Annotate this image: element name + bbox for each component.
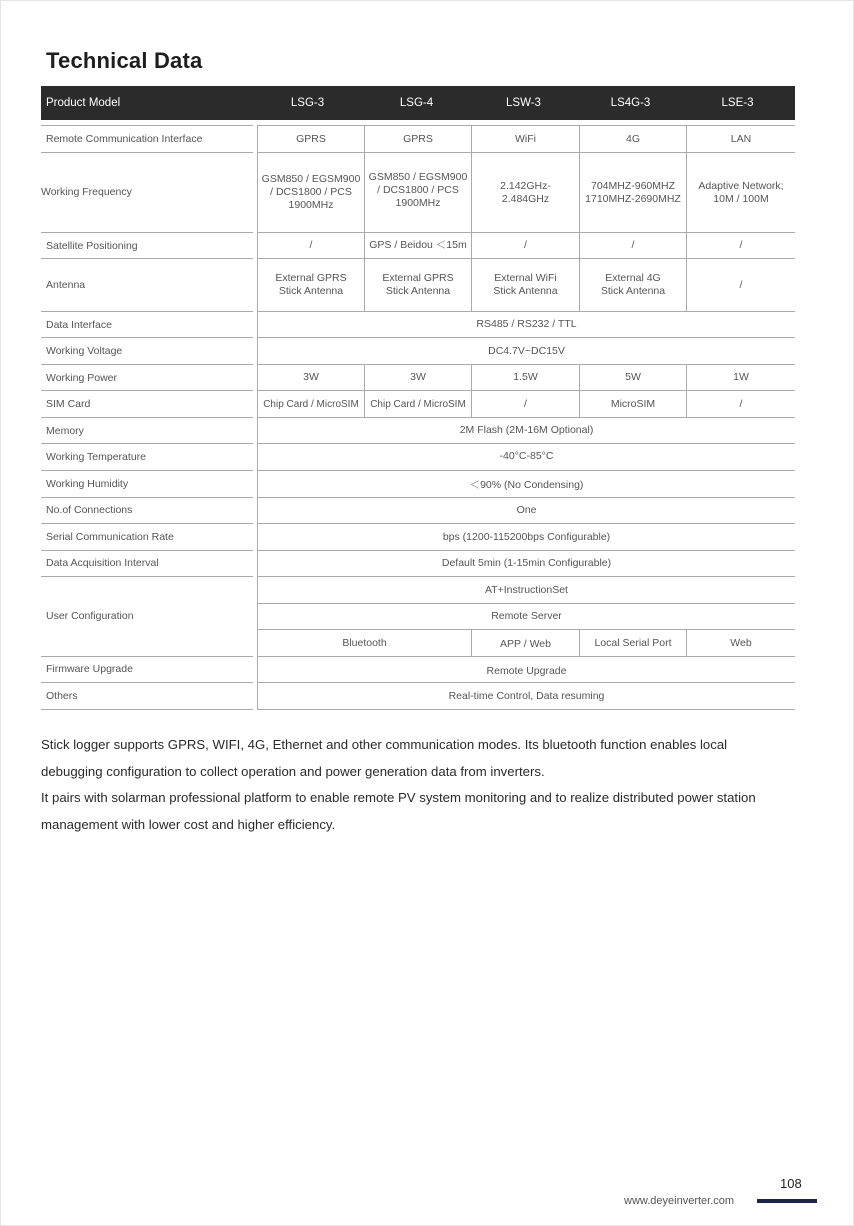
- cell-frequency-ls4g3: [580, 153, 686, 232]
- row-label-acquisition: Data Acquisition Interval: [46, 557, 159, 569]
- cell-remote-lsg3: GPRS: [296, 132, 326, 145]
- cell-antenna-ls4g3: [580, 259, 686, 311]
- row-label-sim: SIM Card: [46, 398, 91, 410]
- cell-antenna-lsg3: [258, 259, 364, 311]
- cell-remote-ls4g3: 4G: [625, 132, 640, 145]
- cell-frequency-lse3-line: Adaptive Network;: [698, 179, 784, 192]
- cell-frequency-lsw3-line: 2.484GHz: [501, 192, 550, 205]
- cell-voltage: DC4.7V~DC15V: [488, 344, 565, 357]
- row-label-power: Working Power: [46, 372, 117, 384]
- row-label-antenna: Antenna: [46, 279, 86, 291]
- cell-remote-lsw3: WiFi: [515, 132, 536, 145]
- cell-user-config-bluetooth: Bluetooth: [342, 636, 387, 649]
- cell-satellite-lsw3: /: [524, 239, 527, 251]
- cell-frequency-lse3: [687, 153, 795, 232]
- cell-sim-lsg4: Chip Card / MicroSIM: [370, 398, 466, 410]
- cell-satellite-lsg3: /: [309, 239, 313, 251]
- cell-frequency-lsg3: [258, 153, 364, 232]
- description-line: Stick logger supports GPRS, WIFI, 4G, Ethernet and other communication modes. Its bluetooth function enables local: [41, 737, 728, 752]
- cell-user-config-server: Remote Server: [491, 610, 562, 622]
- cell-antenna-lse3: /: [739, 278, 743, 291]
- cell-antenna-lsw3: [472, 259, 579, 311]
- cell-others: Real-time Control, Data resuming: [448, 689, 605, 702]
- page-number: 108: [780, 1176, 802, 1191]
- row-label-frequency: Working Frequency: [41, 186, 132, 198]
- cell-antenna-lsg3-line: External GPRS: [275, 272, 347, 284]
- cell-frequency-ls4g3-line: 704MHZ-960MHZ: [590, 179, 676, 192]
- row-label-satellite: Satellite Positioning: [46, 240, 138, 252]
- cell-frequency-lsg3-line: GSM850 / EGSM900: [261, 173, 361, 185]
- cell-frequency-lsg3-line: 1900MHz: [288, 199, 334, 211]
- cell-frequency-lse3-line: 10M / 100M: [713, 192, 769, 205]
- row-label-connections: No.of Connections: [46, 504, 133, 516]
- cell-user-config-app: APP / Web: [500, 637, 551, 650]
- description-line: management with lower cost and higher efficiency.: [41, 816, 336, 832]
- cell-antenna-ls4g3-line: External 4G: [605, 272, 661, 284]
- cell-serial-rate: bps (1200-115200bps Configurable): [442, 530, 611, 543]
- cell-frequency-ls4g3-line: 1710MHZ-2690MHZ: [585, 192, 681, 205]
- cell-sim-lsw3: /: [524, 397, 527, 410]
- cell-antenna-lsw3-line: Stick Antenna: [493, 285, 558, 297]
- row-label-user-config: User Configuration: [46, 610, 134, 622]
- header-model-lsg4: LSG-4: [399, 97, 434, 109]
- cell-satellite-lsg4: GPS / Beidou ＜15m: [369, 239, 467, 251]
- header-model-lsg3: LSG-3: [290, 97, 325, 109]
- cell-power-lsg3: 3W: [303, 371, 319, 383]
- cell-remote-lse3: LAN: [730, 132, 752, 145]
- cell-remote-lsg4: GPRS: [403, 132, 433, 145]
- cell-antenna-lsg3-line: Stick Antenna: [278, 285, 344, 297]
- cell-frequency-lsg4-line: GSM850 / EGSM900: [368, 171, 468, 183]
- row-label-remote-interface: Remote Communication Interface: [46, 133, 203, 145]
- cell-sim-lse3: /: [739, 397, 743, 410]
- header-model-lsw3: LSW-3: [506, 97, 541, 109]
- cell-sim-ls4g3: MicroSIM: [610, 397, 656, 410]
- cell-frequency-lsg3-line: / DCS1800 / PCS: [270, 186, 352, 198]
- cell-satellite-ls4g3: /: [631, 239, 635, 251]
- row-label-temperature: Working Temperature: [46, 451, 146, 463]
- cell-antenna-lsw3-line: External WiFi: [494, 272, 557, 284]
- cell-frequency-lsg4: [365, 153, 471, 228]
- cell-sim-lsg3: Chip Card / MicroSIM: [263, 398, 359, 410]
- cell-antenna-ls4g3-line: Stick Antenna: [600, 285, 666, 297]
- header-product-model: Product Model: [46, 97, 121, 109]
- cell-power-ls4g3: 5W: [625, 371, 641, 383]
- header-model-ls4g3: LS4G-3: [610, 97, 651, 109]
- cell-user-config-at: AT+InstructionSet: [485, 583, 568, 596]
- cell-humidity: ＜90% (No Condensing): [469, 478, 584, 491]
- description-line: debugging configuration to collect operation and power generation data from inverters.: [41, 763, 545, 779]
- description-line: It pairs with solarman professional platform to enable remote PV system monitoring and to realize distributed power station: [41, 790, 756, 805]
- cell-connections: One: [516, 504, 537, 516]
- row-label-serial-rate: Serial Communication Rate: [46, 531, 174, 543]
- cell-antenna-lsg4: [365, 259, 471, 311]
- row-label-data-interface: Data Interface: [46, 319, 112, 331]
- footer-url: www.deyeinverter.com: [624, 1195, 735, 1207]
- cell-antenna-lsg4-line: External GPRS: [382, 272, 454, 284]
- cell-user-config-local: Local Serial Port: [594, 636, 672, 649]
- cell-power-lse3: 1W: [733, 371, 749, 383]
- footer-accent-bar: [757, 1199, 817, 1203]
- cell-user-config-web: Web: [730, 636, 752, 649]
- row-label-humidity: Working Humidity: [46, 478, 129, 490]
- cell-power-lsw3: 1.5W: [513, 371, 538, 383]
- cell-temperature: -40°C-85°C: [499, 449, 554, 462]
- description: [41, 732, 801, 838]
- cell-acquisition: Default 5min (1-15min Configurable): [441, 557, 612, 569]
- cell-memory: 2M Flash (2M-16M Optional): [459, 424, 594, 436]
- page-title: Technical Data: [46, 48, 203, 73]
- cell-power-lsg4: 3W: [410, 371, 426, 383]
- cell-frequency-lsg4-line: 1900MHz: [395, 197, 441, 209]
- row-label-firmware: Firmware Upgrade: [46, 663, 133, 675]
- cell-frequency-lsw3-line: 2.142GHz-: [500, 179, 551, 192]
- cell-frequency-lsg4-line: / DCS1800 / PCS: [377, 184, 459, 196]
- row-label-voltage: Working Voltage: [46, 345, 123, 357]
- cell-antenna-lsg4-line: Stick Antenna: [385, 285, 451, 297]
- cell-satellite-lse3: /: [739, 239, 743, 251]
- header-model-lse3: LSE-3: [721, 97, 754, 109]
- cell-data-interface: RS485 / RS232 / TTL: [476, 318, 577, 330]
- cell-frequency-lsw3: [472, 153, 579, 232]
- row-label-others: Others: [46, 690, 78, 702]
- row-label-memory: Memory: [46, 425, 84, 437]
- cell-firmware: Remote Upgrade: [486, 664, 567, 677]
